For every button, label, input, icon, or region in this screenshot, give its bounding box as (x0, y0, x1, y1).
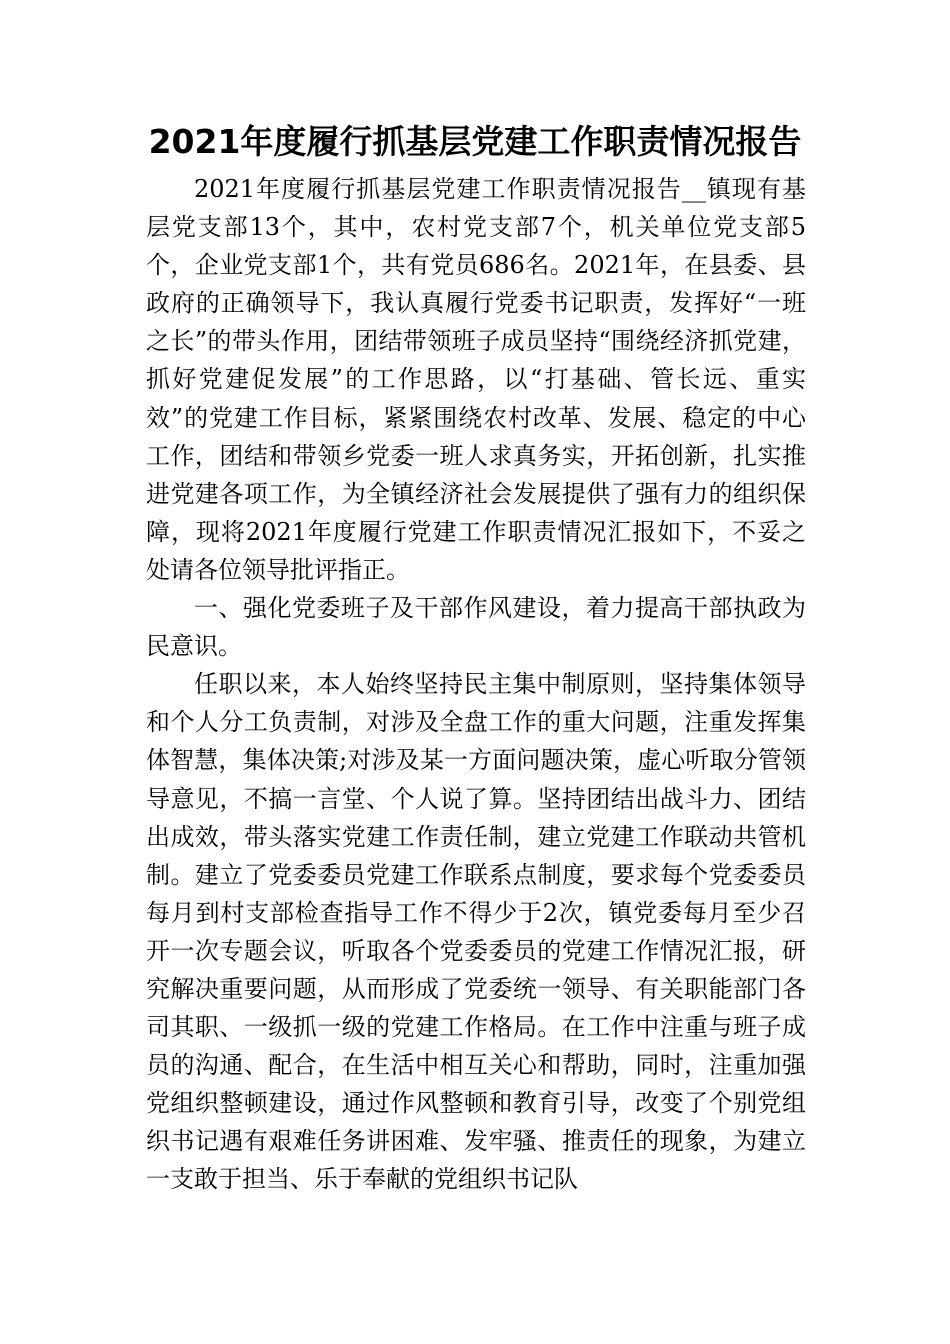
section-heading-1: 一、强化党委班子及干部作风建设，着力提高干部执政为民意识。 (146, 594, 806, 661)
paragraph-section-1: 任职以来，本人始终坚持民主集中制原则，坚持集体领导和个人分工负责制，对涉及全盘工作的重大问题，注重发挥集体智慧，集体决策;对涉及某一方面问题决策，虚心听取分管领导意见，不搞一言堂、个人说了算。坚持团结出战斗力、团结出成效，带头落实党建工作责任制，建立党建工作联动共管机制。建立了党委委员党建工作联系点制度，要求每个党委委员每月到村支部检查指导工作不得少于2次，镇党委每月至少召开一次专题会议，听取各个党委委员的党建工作情况汇报，研究解决重要问题，从而形成了党委统一领导、有关职能部门各司其职、一级抓一级的党建工作格局。在工作中注重与班子成员的沟通、配合，在生活中相互关心和帮助，同时，注重加强党组织整顿建设，通过作风整顿和教育引导，改变了个别党组织书记遇有艰难任务讲困难、发牢骚、推责任的现象，为建立一支敢于担当、乐于奉献的党组织书记队 (146, 670, 806, 1194)
paragraph-intro: 2021年度履行抓基层党建工作职责情况报告__镇现有基层党支部13个，其中，农村党支部7个，机关单位党支部5个，企业党支部1个，共有党员686名。2021年，在县委、县政府的正确领导下，我认真履行党委书记职责，发挥好“一班之长”的带头作用，团结带领班子成员坚持“围绕经济抓党建，抓好党建促发展”的工作思路，以“打基础、管长远、重实效”的党建工作目标，紧紧围绕农村改革、发展、稳定的中心工作，团结和带领乡党委一班人求真务实，开拓创新，扎实推进党建各项工作，为全镇经济社会发展提供了强有力的组织保障，现将2021年度履行党建工作职责情况汇报如下，不妥之处请各位领导批评指正。 (146, 175, 806, 584)
document-title: 2021年度履行抓基层党建工作职责情况报告 (148, 122, 802, 161)
document-body (146, 170, 806, 1199)
